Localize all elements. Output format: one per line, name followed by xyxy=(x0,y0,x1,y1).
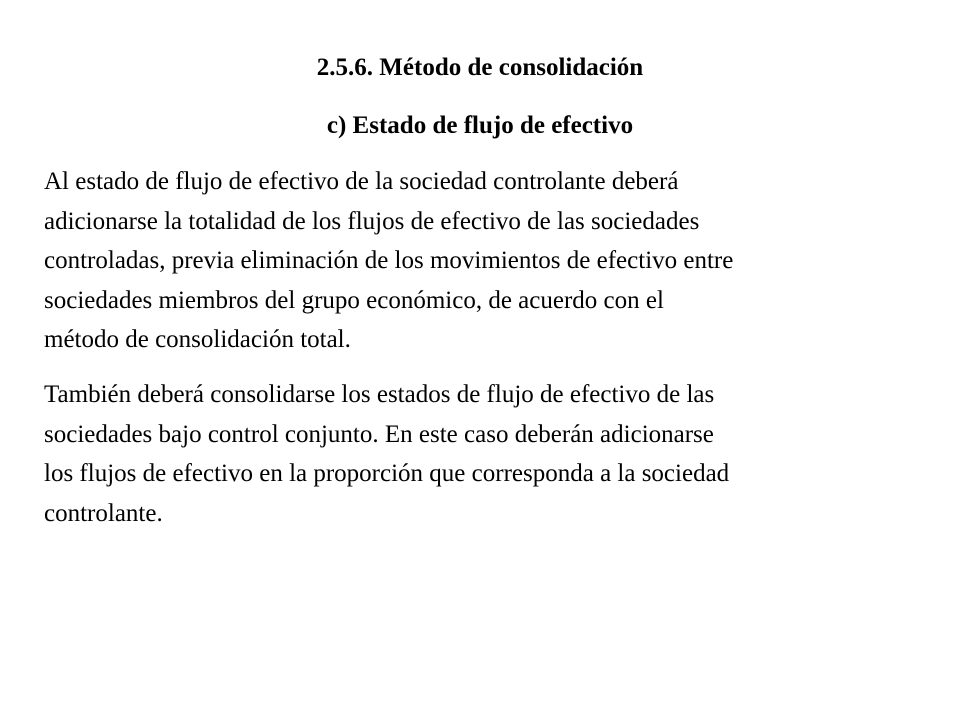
paragraph-line: controlante. xyxy=(44,499,163,527)
paragraph-line: sociedades bajo control conjunto. En este caso deberán adicionarse xyxy=(44,420,714,448)
paragraph-2 xyxy=(44,375,944,533)
paragraph-line: controladas, previa eliminación de los movimientos de efectivo entre xyxy=(44,247,734,274)
paragraph-line: método de consolidación total. xyxy=(44,326,351,353)
paragraph-line: los flujos de efectivo en la proporción que corresponda a la sociedad xyxy=(44,460,730,487)
paragraph-line: sociedades miembros del grupo económico, de acuerdo con el xyxy=(44,286,664,314)
section-title: 2.5.6. Método de consolidación xyxy=(316,54,644,81)
subsection-title: c) Estado de flujo de efectivo xyxy=(326,112,634,139)
paragraph-line: adicionarse la totalidad de los flujos de efectivo de las sociedades xyxy=(44,207,700,235)
paragraph-line: También deberá consolidarse los estados de flujo de efectivo de las xyxy=(44,381,715,408)
paragraph-1 xyxy=(44,162,944,360)
paragraph-line: Al estado de flujo de efectivo de la sociedad controlante deberá xyxy=(44,168,679,195)
